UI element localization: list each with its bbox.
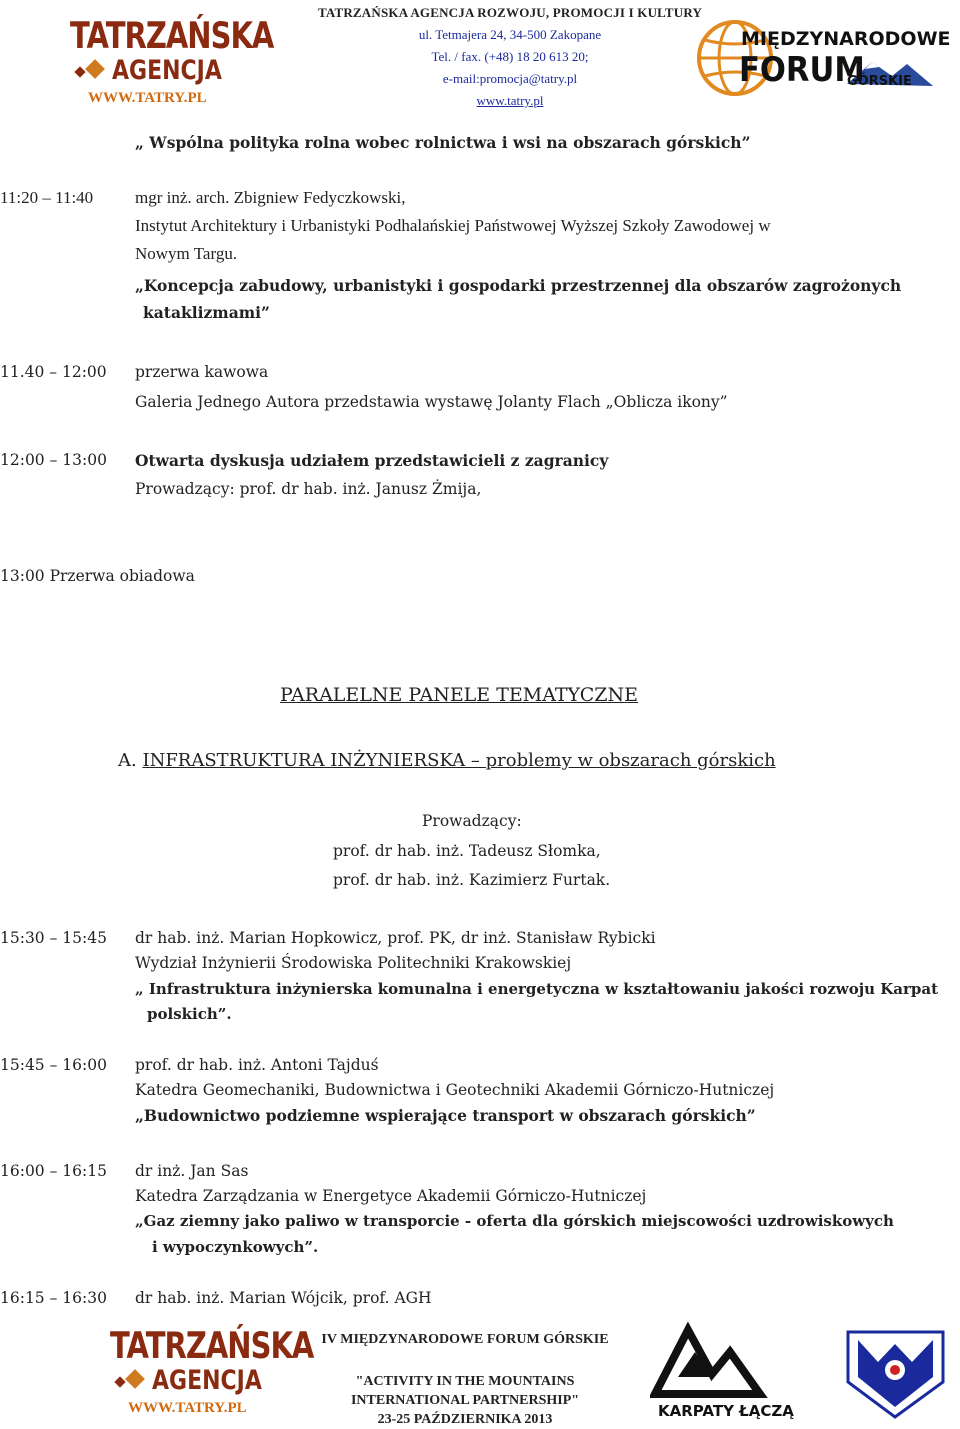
item6-institution: Katedra Zarządzania w Energetyce Akademii Górniczo-Hutniczej xyxy=(135,1187,647,1205)
org-address: ul. Tetmajera 24, 34-500 Zakopane xyxy=(418,27,602,42)
karpaty-logo xyxy=(650,1322,800,1422)
footer-slogan-1: "ACTIVITY IN THE MOUNTAINS xyxy=(355,1374,575,1389)
footer-logo-diamond xyxy=(125,1369,145,1389)
emblem-logo xyxy=(838,1322,953,1422)
item4-speaker: dr hab. inż. Marian Hopkowicz, prof. PK, dr inż. Stanisław Rybicki xyxy=(135,929,656,947)
item6-title-1: „Gaz ziemny jako paliwo w transporcie - oferta dla górskich miejscowości uzdrowiskowych xyxy=(135,1212,894,1230)
lunch-break: 13:00 Przerwa obiadowa xyxy=(0,567,195,585)
panel-a-moderator-2: prof. dr hab. inż. Kazimierz Furtak. xyxy=(333,871,611,889)
org-name: TATRZAŃSKA AGENCJA ROZWOJU, PROMOCJI I KULTURY xyxy=(317,5,703,20)
item7-speaker: dr hab. inż. Marian Wójcik, prof. AGH xyxy=(135,1289,432,1307)
item6-time: 16:00 – 16:15 xyxy=(0,1162,107,1180)
item1-institution-2: Nowym Targu. xyxy=(135,244,238,263)
intro-title: „ Wspólna polityka rolna wobec rolnictwa i wsi na obszarach górskich” xyxy=(135,133,751,152)
footer-forum-title: IV MIĘDZYNARODOWE FORUM GÓRSKIE xyxy=(321,1332,609,1347)
item6-speaker: dr inż. Jan Sas xyxy=(135,1162,249,1180)
item5-institution: Katedra Geomechaniki, Budownictwa i Geotechniki Akademii Górniczo-Hutniczej xyxy=(135,1081,775,1099)
item1-institution-1: Instytut Architektury i Urbanistyki Podhalańskiej Państwowej Wyższej Szkoły Zawodowej w xyxy=(135,216,771,235)
footer-slogan-2: INTERNATIONAL PARTNERSHIP" xyxy=(350,1393,580,1408)
item4-title-2: polskich”. xyxy=(147,1005,232,1023)
item2-time: 11.40 – 12:00 xyxy=(0,363,107,381)
item5-title: „Budownictwo podziemne wspierające transport w obszarach górskich” xyxy=(135,1106,756,1125)
item6-title-2: i wypoczynkowych”. xyxy=(152,1238,319,1256)
forum-logo xyxy=(697,14,951,104)
forum-logo-line3: GÓRSKIE xyxy=(847,74,912,89)
item5-time: 15:45 – 16:00 xyxy=(0,1056,107,1074)
forum-logo-line1: MIĘDZYNARODOWE xyxy=(741,28,951,50)
item1-speaker: mgr inż. arch. Zbigniew Fedyczkowski, xyxy=(135,188,406,207)
tatrzanska-logo-bottom xyxy=(100,1322,314,1422)
tatrzanska-logo-top xyxy=(60,12,274,112)
karpaty-logo-text: KARPATY ŁĄCZĄ xyxy=(658,1402,794,1420)
logo-word-agencja: AGENCJA xyxy=(112,56,222,86)
org-website-link[interactable]: www.tatry.pl xyxy=(476,93,544,108)
panels-heading: PARALELNE PANELE TEMATYCZNE xyxy=(280,684,639,706)
panel-a-title: INFRASTRUKTURA INŻYNIERSKA – problemy w obszarach górskich xyxy=(142,750,776,771)
item2-note: Galeria Jednego Autora przedstawia wystawę Jolanty Flach „Oblicza ikony” xyxy=(135,393,728,411)
item1-title-2: kataklizmami” xyxy=(143,303,270,322)
item3-moderator: Prowadzący: prof. dr hab. inż. Janusz Żmija, xyxy=(135,480,482,498)
header-contact xyxy=(260,2,760,112)
footer-dates: 23-25 PAŹDZIERNIKA 2013 xyxy=(377,1412,553,1427)
org-email[interactable]: e-mail:promocja@tatry.pl xyxy=(442,71,578,86)
item3-title: Otwarta dyskusja udziałem przedstawicieli z zagranicy xyxy=(135,451,609,470)
karpaty-mountains-icon xyxy=(650,1322,800,1402)
item1-title-1: „Koncepcja zabudowy, urbanistyki i gospodarki przestrzennej dla obszarów zagrożonych xyxy=(135,276,902,295)
forum-logo-line2: FORUM xyxy=(739,50,865,90)
item7-time: 16:15 – 16:30 xyxy=(0,1289,107,1307)
logo-website: WWW.TATRY.PL xyxy=(88,90,207,106)
item4-title-1: „ Infrastruktura inżynierska komunalna i energetyczna w kształtowaniu jakości rozwoju Karpat xyxy=(135,980,939,998)
item5-speaker: prof. dr hab. inż. Antoni Tajduś xyxy=(135,1056,379,1074)
logo-diamond-small xyxy=(74,66,85,77)
panel-a-prefix: A. xyxy=(118,750,143,771)
logo-word-tatrzanska: TATRZAŃSKA xyxy=(70,14,274,57)
item1-time: 11:20 – 11:40 xyxy=(0,188,94,207)
shield-emblem-icon xyxy=(838,1322,953,1422)
footer-logo-website: WWW.TATRY.PL xyxy=(128,1400,247,1416)
item2-label: przerwa kawowa xyxy=(135,363,269,381)
footer-logo-word-agencja: AGENCJA xyxy=(152,1366,262,1396)
footer-logo-word-tatrzanska: TATRZAŃSKA xyxy=(110,1324,314,1367)
item3-time: 12:00 – 13:00 xyxy=(0,451,107,469)
panel-a-heading xyxy=(118,750,776,771)
panel-a-moderator-1: prof. dr hab. inż. Tadeusz Słomka, xyxy=(333,842,601,860)
logo-diamond xyxy=(85,59,105,79)
panel-a-moderators-label: Prowadzący: xyxy=(422,812,522,830)
footer-logo-diamond-small xyxy=(114,1376,125,1387)
item4-institution: Wydział Inżynierii Środowiska Politechniki Krakowskiej xyxy=(135,954,572,972)
org-phone: Tel. / fax. (+48) 18 20 613 20; xyxy=(431,49,589,64)
item4-time: 15:30 – 15:45 xyxy=(0,929,107,947)
